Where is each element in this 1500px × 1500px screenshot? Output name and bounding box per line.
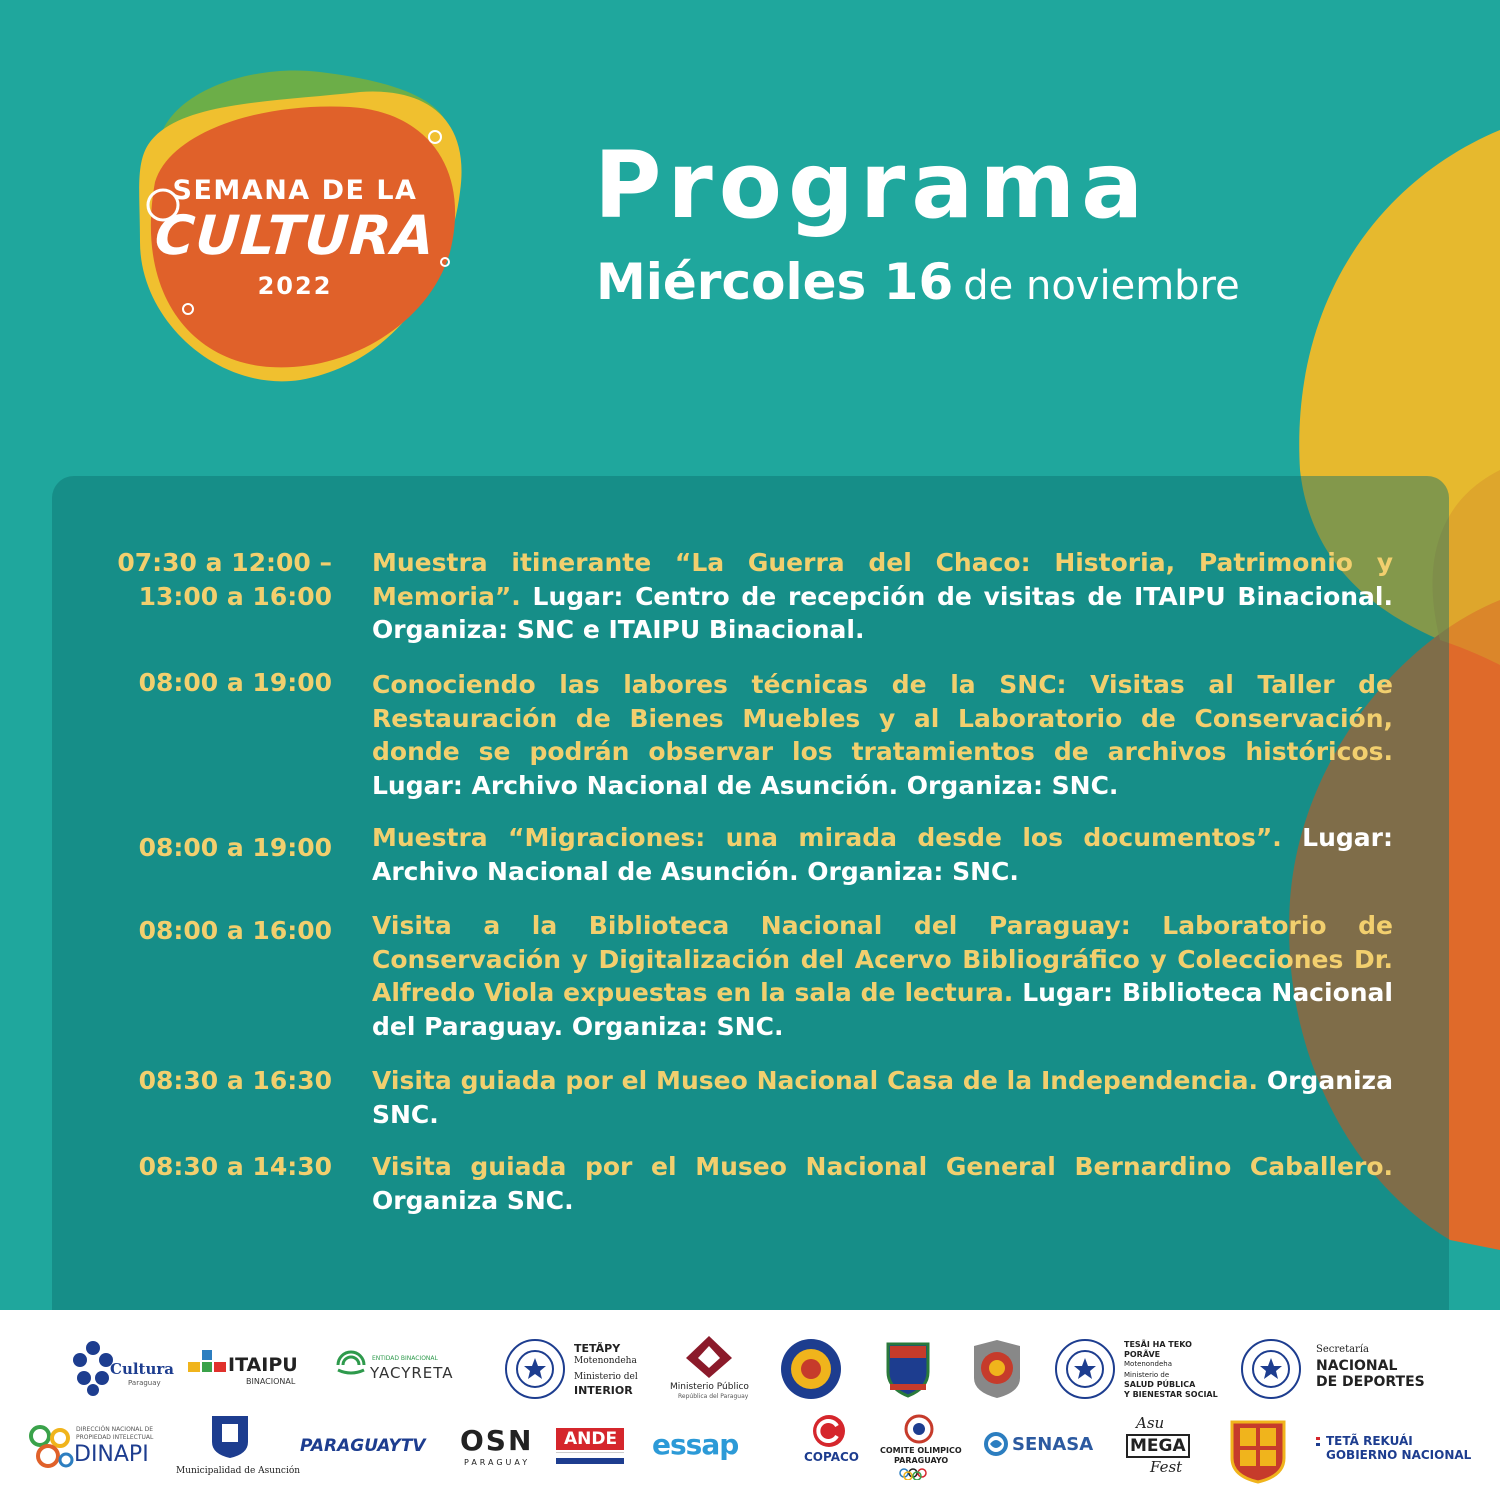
- event-time: [60, 914, 332, 948]
- republic-seal-icon: [1054, 1338, 1116, 1400]
- event-title: Conociendo las labores técnicas de la SNC: Visitas al Taller de Restauración de Bienes Muebles y al Laboratorio de Conservación, donde se podrán observar los tratamientos de archivos históricos.: [372, 670, 1393, 766]
- coe-text-1: COMITE OLIMPICO: [880, 1446, 962, 1455]
- event-time: [60, 546, 332, 614]
- senad-seal-icon: [780, 1338, 842, 1400]
- republic-seal-icon: [1240, 1338, 1302, 1400]
- interior-text-1: TETÃPY: [574, 1342, 621, 1355]
- event-title: Visita a la Biblioteca Nacional del Paraguay: Laboratorio de Conservación y Digitalización del Acervo Bibliográfico y Colecciones Dr. Alfredo Viola expuestas en la sala de lectura.: [372, 911, 1393, 1007]
- municipalidad-logo: [172, 1414, 301, 1484]
- senasa-text: SENASA: [1012, 1434, 1094, 1455]
- deportes-text-3: DE DEPORTES: [1316, 1374, 1425, 1390]
- event-description: [372, 1064, 1393, 1131]
- megafest-text-1: Asu: [1136, 1414, 1165, 1432]
- cbvp-logo: [1228, 1414, 1288, 1484]
- senad-logo: [780, 1338, 842, 1400]
- paraguaytv-text: PARAGUAYTV: [300, 1436, 426, 1456]
- gobierno-text-1: TETÃ REKUÁI: [1326, 1434, 1413, 1448]
- event-details: Organiza SNC.: [372, 1066, 1393, 1129]
- mp-text-2: República del Paraguay: [678, 1393, 749, 1400]
- interior-text-2: Motenondeha: [574, 1356, 637, 1366]
- event-time: [60, 831, 332, 865]
- paraguaytv-logo: [300, 1432, 430, 1462]
- senasa-logo: [984, 1432, 1096, 1462]
- badge-icon: [968, 1338, 1026, 1400]
- event-time-line: 08:00 a 19:00: [138, 833, 332, 862]
- coe-text-2: PARAGUAYO: [894, 1456, 949, 1465]
- dinapi-text-2: PROPIEDAD INTELECTUAL: [76, 1434, 154, 1441]
- event-description: [372, 821, 1393, 888]
- megafest-text-3: Fest: [1150, 1458, 1183, 1476]
- salud-logo: [1054, 1338, 1224, 1404]
- ande-logo: [556, 1428, 624, 1468]
- megafest-logo: [1124, 1414, 1204, 1486]
- mp-text-1: Ministerio Público: [670, 1382, 749, 1392]
- coe-logo: [876, 1414, 960, 1484]
- dinapi-logo: [28, 1422, 158, 1482]
- logo-line1: SEMANA DE LA: [172, 175, 418, 206]
- salud-text-3: Motenondeha: [1124, 1360, 1173, 1368]
- event-time-line: 07:30 a 12:00 –: [117, 548, 332, 577]
- ande-text: ANDE: [564, 1429, 618, 1449]
- itaipu-text: ITAIPU: [228, 1354, 298, 1376]
- interior-text-3: Ministerio del: [574, 1372, 638, 1382]
- event-title: Visita guiada por el Museo Nacional Casa de la Independencia.: [372, 1066, 1258, 1095]
- copaco-text: COPACO: [804, 1450, 859, 1464]
- ministerio-publico-icon: [684, 1334, 734, 1380]
- yacyreta-subtext: ENTIDAD BINACIONAL: [372, 1355, 438, 1362]
- event-time: [60, 666, 332, 700]
- day-rest: de noviembre: [963, 263, 1240, 309]
- ministerio-publico-logo: [666, 1334, 756, 1404]
- itaipu-subtext: BINACIONAL: [246, 1377, 296, 1386]
- dinapi-gears-icon: [28, 1422, 74, 1472]
- event-description: [372, 668, 1393, 802]
- event-time: [60, 1150, 332, 1184]
- osn-logo: [458, 1422, 534, 1472]
- yacyreta-text: YACYRETA: [370, 1364, 454, 1382]
- osn-text: OSN: [460, 1424, 534, 1457]
- event-time-line: 08:00 a 19:00: [138, 668, 332, 697]
- sponsors-footer: [0, 1310, 1500, 1500]
- page-title: Programa: [594, 132, 1150, 239]
- copaco-icon: [812, 1414, 846, 1448]
- event-title: Visita guiada por el Museo Nacional General Bernardino Caballero.: [372, 1152, 1393, 1181]
- event-details: Lugar: Centro de recepción de visitas de ITAIPU Binacional. Organiza: SNC e ITAIPU Binacional.: [372, 581, 1393, 644]
- essap-logo: [652, 1428, 778, 1464]
- event-time-line: 08:30 a 16:30: [138, 1066, 332, 1095]
- cbvp-shield-icon: [1228, 1414, 1288, 1484]
- event-title: Muestra itinerante “La Guerra del Chaco: Historia, Patrimonio y Memoria”.: [372, 548, 1393, 611]
- senasa-icon: [984, 1432, 1008, 1456]
- cultura-text: Cultura: [110, 1360, 174, 1378]
- event-description: [372, 1150, 1393, 1217]
- police-crest-logo: [878, 1334, 938, 1400]
- megafest-text-2: MEGA: [1126, 1434, 1190, 1458]
- interior-text-4: INTERIOR: [574, 1384, 633, 1397]
- badge-logo: [968, 1338, 1026, 1400]
- event-description: [372, 546, 1393, 647]
- event-details: Lugar: Biblioteca Nacional del Paraguay. Organiza: SNC.: [372, 978, 1393, 1041]
- deportes-text-2: NACIONAL: [1316, 1358, 1398, 1374]
- event-time-line: 08:30 a 14:30: [138, 1152, 332, 1181]
- yacyreta-logo: [336, 1350, 476, 1390]
- event-description: [372, 909, 1393, 1043]
- salud-text-5: SALUD PÚBLICA: [1124, 1380, 1196, 1389]
- cultura-logo: [70, 1338, 174, 1404]
- event-details: Organiza SNC.: [372, 1185, 574, 1215]
- ande-white-bar: [556, 1452, 624, 1457]
- deportes-text-1: Secretaría: [1316, 1344, 1369, 1355]
- itaipu-logo: [188, 1350, 313, 1390]
- dinapi-text-3: DINAPI: [74, 1442, 149, 1467]
- event-details: Lugar: Archivo Nacional de Asunción. Organiza: SNC.: [372, 823, 1393, 886]
- day-strong: Miércoles 16: [596, 253, 954, 311]
- event-title: Muestra “Migraciones: una mirada desde los documentos”.: [372, 823, 1282, 852]
- event-details: Lugar: Archivo Nacional de Asunción. Organiza: SNC.: [372, 770, 1119, 800]
- itaipu-icon: [188, 1350, 226, 1374]
- salud-text-6: Y BIENESTAR SOCIAL: [1124, 1390, 1218, 1399]
- event-time: [60, 1064, 332, 1098]
- event-time-line: 08:00 a 16:00: [138, 916, 332, 945]
- flag-red: [1316, 1437, 1320, 1440]
- dinapi-text-1: DIRECCIÓN NACIONAL DE: [76, 1426, 154, 1433]
- logo-line2: CULTURA: [152, 204, 438, 267]
- gobierno-logo: [1316, 1434, 1486, 1474]
- cultura-subtext: Paraguay: [128, 1379, 161, 1387]
- essap-text: essap: [652, 1428, 739, 1461]
- gobierno-text-2: GOBIERNO NACIONAL: [1326, 1448, 1472, 1462]
- flag-blue: [1316, 1443, 1320, 1446]
- republic-seal-icon: [504, 1338, 566, 1400]
- osn-subtext: PARAGUAY: [464, 1458, 531, 1467]
- salud-text-4: Ministerio de: [1124, 1371, 1170, 1379]
- interior-logo: [504, 1338, 644, 1404]
- ande-blue-bar: [556, 1458, 624, 1464]
- logo-year: 2022: [257, 272, 333, 300]
- municipalidad-text: Municipalidad de Asunción: [176, 1466, 301, 1476]
- olympic-rings-icon: [898, 1468, 938, 1480]
- yacyreta-icon: [336, 1350, 366, 1380]
- event-time-line: 13:00 a 16:00: [138, 582, 332, 611]
- municipal-shield-icon: [210, 1414, 250, 1460]
- date-subtitle: [596, 252, 1240, 324]
- logo-text: [150, 175, 440, 300]
- coe-lion-icon: [904, 1414, 934, 1444]
- deportes-logo: [1240, 1338, 1430, 1404]
- salud-text-2: PORÃVE: [1124, 1350, 1161, 1359]
- copaco-logo: [800, 1414, 860, 1484]
- salud-text-1: TESÃI HA TEKO: [1124, 1340, 1192, 1349]
- crest-icon: [878, 1334, 938, 1400]
